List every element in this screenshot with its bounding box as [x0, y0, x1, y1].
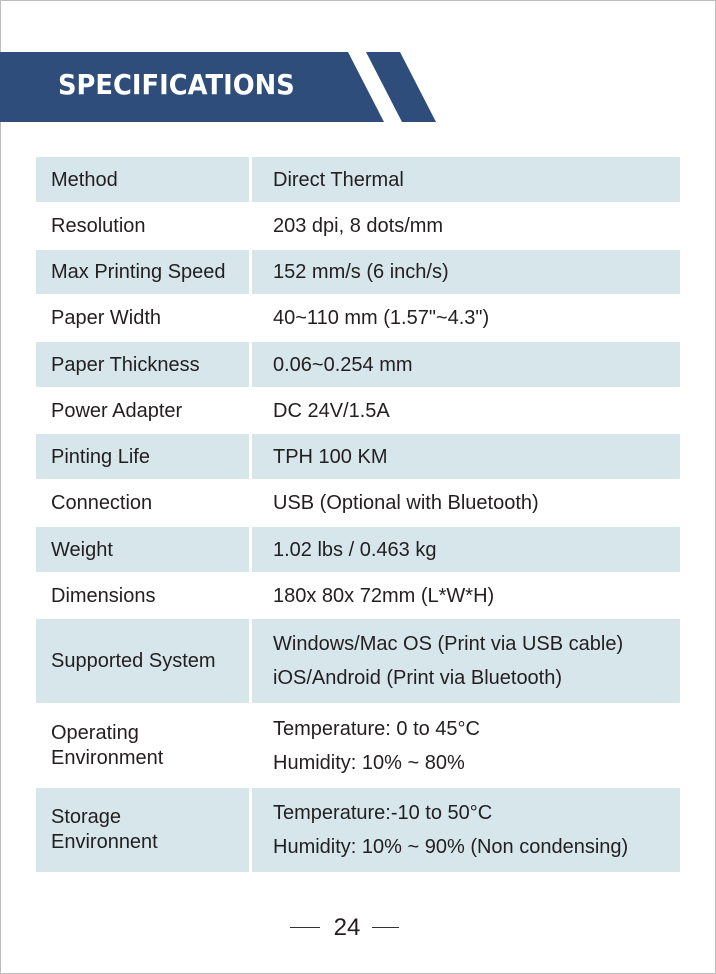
spec-value-cell: [252, 342, 680, 387]
footer-dash-left: [290, 927, 320, 928]
spec-value-cell: [252, 527, 680, 572]
spec-value: Temperature:-10 to 50°C: [273, 802, 493, 824]
spec-label: Environment: [51, 746, 164, 769]
spec-value: 180x 80x 72mm (L*W*H): [273, 584, 495, 607]
spec-value: 0.06~0.254 mm: [273, 353, 413, 376]
spec-value: Temperature: 0 to 45°C: [273, 717, 480, 740]
spec-label: Pinting Life: [51, 445, 150, 468]
spec-label-cell: [36, 574, 252, 617]
spec-label: Power Adapter: [51, 399, 183, 422]
spec-label-cell: [36, 619, 252, 703]
spec-row: [36, 296, 680, 342]
spec-value-cell: [252, 250, 680, 294]
spec-label-cell: [36, 342, 252, 387]
spec-label-cell: [36, 705, 252, 786]
spec-value-cell: [252, 434, 680, 479]
spec-label-cell: [36, 434, 252, 479]
spec-row: [36, 619, 680, 705]
page-number: 24: [333, 914, 361, 941]
spec-row: [36, 705, 680, 788]
specifications-table: [36, 157, 680, 874]
spec-label: Method: [51, 168, 118, 191]
spec-value: Windows/Mac OS (Print via USB cable): [273, 633, 624, 655]
spec-label: Supported System: [51, 650, 216, 672]
spec-label: Environnent: [51, 831, 158, 853]
spec-row: [36, 250, 680, 296]
spec-value-cell: [252, 574, 680, 617]
spec-label-cell: [36, 250, 252, 294]
spec-value: TPH 100 KM: [273, 445, 388, 468]
spec-label: Dimensions: [51, 584, 156, 607]
spec-row: [36, 389, 680, 434]
spec-value: DC 24V/1.5A: [273, 399, 390, 422]
spec-value: 1.02 lbs / 0.463 kg: [273, 538, 437, 561]
spec-label: Weight: [51, 538, 113, 561]
spec-value: USB (Optional with Bluetooth): [273, 492, 539, 514]
spec-label-cell: [36, 296, 252, 340]
spec-label-cell: [36, 481, 252, 525]
spec-label-cell: [36, 204, 252, 248]
spec-label-cell: [36, 389, 252, 432]
spec-value-cell: [252, 204, 680, 248]
spec-value: 152 mm/s (6 inch/s): [273, 261, 449, 283]
spec-value-cell: [252, 389, 680, 432]
spec-value: Humidity: 10% ~ 80%: [273, 751, 465, 774]
spec-value: Direct Thermal: [273, 168, 404, 191]
spec-value: Humidity: 10% ~ 90% (Non condensing): [273, 836, 629, 858]
spec-row: [36, 204, 680, 250]
spec-label: Connection: [51, 492, 153, 514]
footer-dash-right: [372, 927, 399, 928]
spec-row: [36, 342, 680, 389]
section-banner: [0, 52, 440, 122]
page-footer: [0, 908, 716, 948]
spec-value: 203 dpi, 8 dots/mm: [273, 215, 444, 237]
spec-row: [36, 157, 680, 204]
spec-value-cell: [252, 157, 680, 202]
spec-label-cell: [36, 788, 252, 872]
spec-value-cell: [252, 296, 680, 340]
spec-value-cell: [252, 481, 680, 525]
spec-value-cell: [252, 619, 680, 703]
spec-row: [36, 788, 680, 874]
spec-label-cell: [36, 157, 252, 202]
spec-label: Max Printing Speed: [51, 261, 226, 283]
spec-row: [36, 527, 680, 574]
spec-label: Operating: [51, 721, 139, 744]
spec-row: [36, 481, 680, 527]
spec-label: Paper Thickness: [51, 353, 200, 376]
spec-value-cell: [252, 788, 680, 872]
spec-row: [36, 434, 680, 481]
spec-value-cell: [252, 705, 680, 786]
spec-label: Paper Width: [51, 307, 162, 329]
spec-value: iOS/Android (Print via Bluetooth): [273, 667, 563, 689]
spec-row: [36, 574, 680, 619]
spec-label: Resolution: [51, 215, 146, 237]
spec-value: 40~110 mm (1.57"~4.3"): [273, 307, 490, 329]
spec-label: Storage: [51, 806, 122, 828]
spec-label-cell: [36, 527, 252, 572]
page-title: SPECIFICATIONS: [58, 68, 295, 101]
